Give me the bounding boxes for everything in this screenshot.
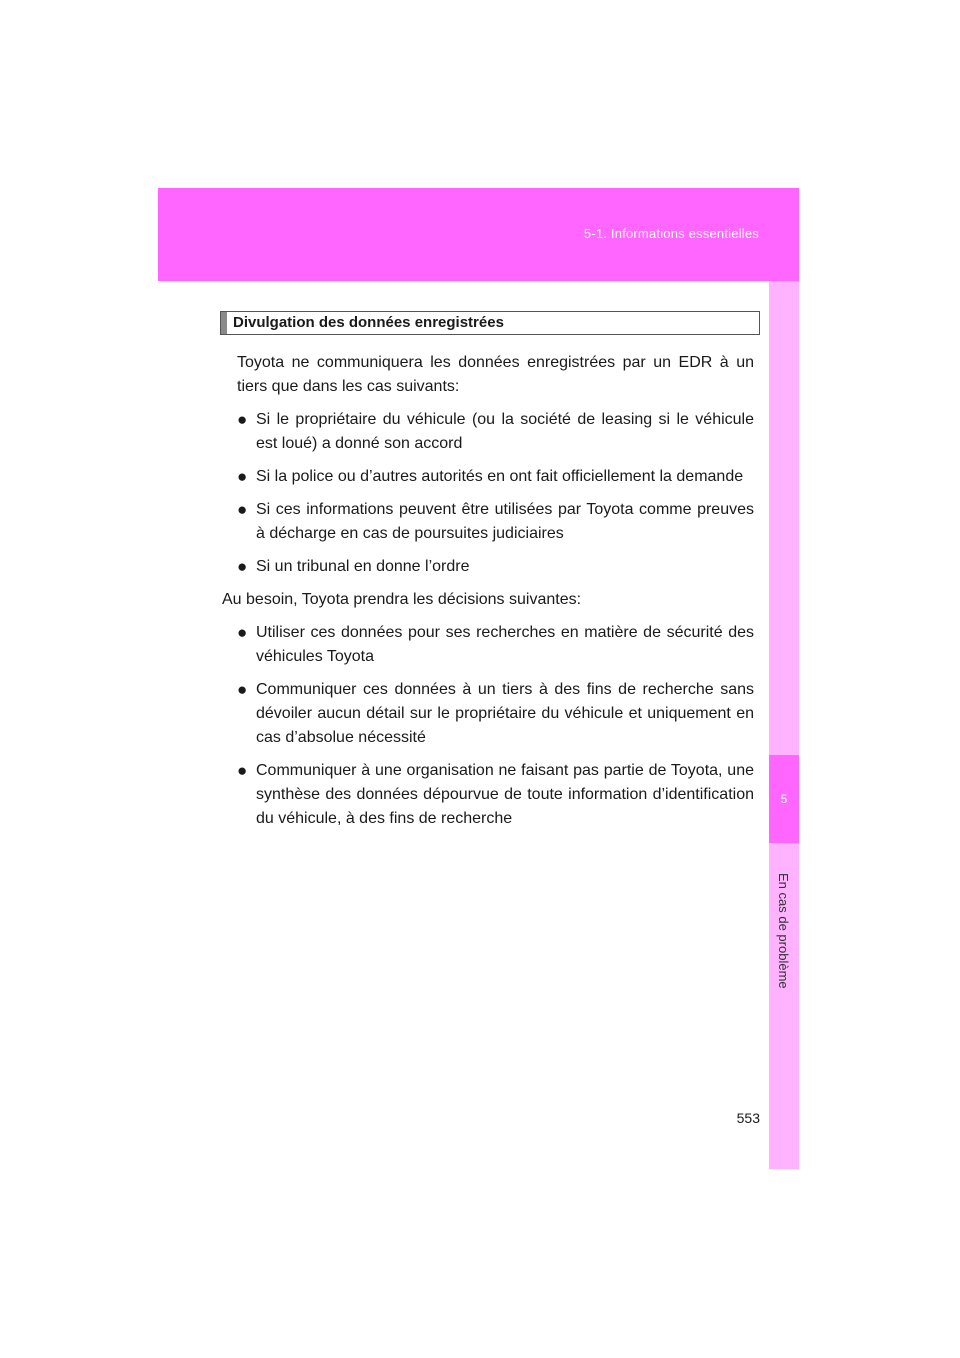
intro-paragraph: Toyota ne communiquera les données enregistrées par un EDR à un tiers que dans les cas suivants: (237, 354, 754, 395)
list-item-text: Si le propriétaire du véhicule (ou la société de leasing si le véhicule est loué) a donné son accord (256, 411, 754, 452)
second-intro-paragraph: Au besoin, Toyota prendra les décisions suivantes: (222, 591, 582, 608)
bullet-icon: ● (237, 467, 248, 486)
bullet-icon: ● (237, 623, 248, 642)
bullet-icon: ● (237, 761, 248, 780)
bullet-icon: ● (237, 410, 248, 429)
heading-marker (221, 312, 227, 334)
list-item (220, 465, 760, 489)
header-section-title: 5-1. Informations essentielles (583, 226, 759, 241)
list-item-text: Utiliser ces données pour ses recherches en matière de sécurité des véhicules Toyota (256, 624, 754, 665)
chapter-header-band (158, 188, 799, 281)
chapter-number: 5 (769, 755, 799, 843)
list-item-text: Si la police ou d’autres autorités en ont fait officiellement la demande (256, 468, 744, 485)
list-item (220, 621, 760, 669)
list-item (220, 678, 760, 750)
page-number: 553 (736, 1110, 760, 1126)
list-item (220, 498, 760, 546)
bullet-icon: ● (237, 500, 248, 519)
chapter-label: En cas de problème (776, 873, 791, 989)
main-content (220, 311, 760, 831)
list-item (220, 759, 760, 831)
list-item-text: Si un tribunal en donne l’ordre (256, 558, 470, 575)
section-heading-text: Divulgation des données enregistrées (233, 314, 504, 331)
section-heading (220, 311, 760, 335)
bullet-icon: ● (237, 680, 248, 699)
bullet-icon: ● (237, 557, 248, 576)
list-item (220, 555, 760, 579)
list-item-text: Communiquer à une organisation ne faisant pas partie de Toyota, une synthèse des données dépourvue de toute information d’identification du véhicule, à des fins de recherche (256, 762, 754, 827)
chapter-side-tab (769, 281, 799, 1169)
list-item-text: Si ces informations peuvent être utilisées par Toyota comme preuves à décharge en cas de poursuites judiciaires (256, 501, 754, 542)
list-item (220, 408, 760, 456)
list-item-text: Communiquer ces données à un tiers à des fins de recherche sans dévoiler aucun détail sur le propriétaire du véhicule et uniquement en cas d’absolue nécessité (256, 681, 754, 746)
